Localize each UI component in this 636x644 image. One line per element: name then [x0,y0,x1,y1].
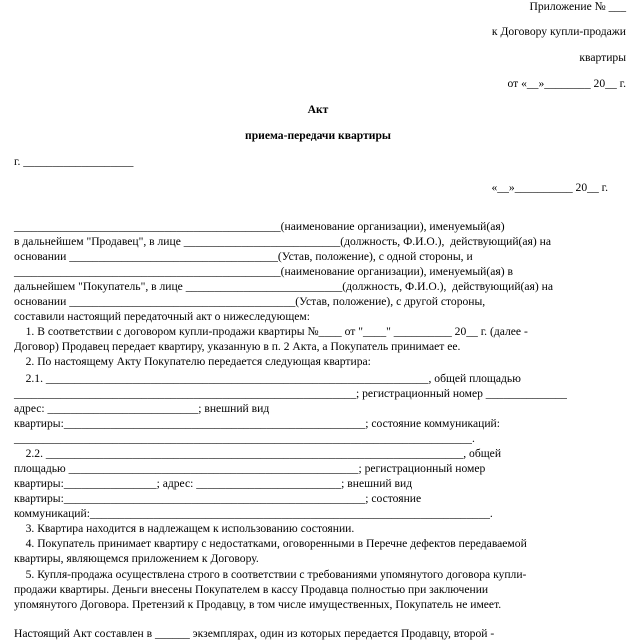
body-line: _______________________________________________________________________________. [14,432,475,445]
body-line: дальнейшем "Покупатель", в лице ___________________________(должность, Ф.И.О.), действующий(ая) на [14,280,553,293]
body-line: Договор) Продавец передает квартиру, указанную в п. 2 Акта, а Покупатель принимает ее. [14,340,461,353]
contract-reference: к Договору купли-продажи [491,25,626,38]
body-line: основании _______________________________________(Устав, положение), с другой стороны, [14,295,486,308]
contract-subject: квартиры [579,51,626,64]
body-line: 2. По настоящему Акту Покупателю передается следующая квартира: [14,355,371,368]
body-line: в дальнейшем "Продавец", в лице ___________________________(должность, Ф.И.О.), действующий(ая) на [14,235,552,248]
body-line: основании ____________________________________(Устав, положение), с одной стороны, и [14,250,473,263]
appendix-number: Приложение № ___ [529,0,626,13]
body-line: квартиры:____________________________________________________; состояние коммуникаций: [14,417,500,430]
body-line: квартиры:________________; адрес: _________________________; внешний вид [14,477,413,490]
body-line: ___________________________________________________________; регистрационный номер ______________ [14,387,567,400]
body-line: адрес: __________________________; внешний вид [14,402,270,415]
body-line: ______________________________________________(наименование организации), именуемый(ая) [14,220,505,233]
body-line: 1. В соответствии с договором купли-продажи квартиры №____ от "____" __________ 20__ г. (далее - [14,325,528,338]
contract-date: от «__»________ 20__ г. [507,77,626,90]
body-line: 5. Купля-продажа осуществлена строго в соответствии с требованиями упомянутого договора купли- [14,568,527,581]
body-line: Настоящий Акт составлен в ______ экземплярах, один из которых передается Продавцу, второй - [14,627,495,640]
body-line: 3. Квартира находится в надлежащем к использованию состоянии. [14,522,355,535]
body-line: 2.2. ________________________________________________________________________, общей [14,447,502,460]
body-line: продажи квартиры. Деньги внесены Покупателем в кассу Продавца полностью при заключении [14,583,489,596]
act-date-field: «__»__________ 20__ г. [491,181,608,194]
body-line: квартиры:____________________________________________________; состояние [14,492,422,505]
body-line: 4. Покупатель принимает квартиру с недостатками, оговоренными в Перечне дефектов передаваемой [14,537,527,550]
body-line: коммуникаций:_____________________________________________________________________. [14,507,493,520]
body-line: упомянутого Договора. Претензий к Продавцу, в том числе имущественных, Покупатель не имеет. [14,598,502,611]
body-line: 2.1. __________________________________________________________________, общей площадью [14,372,521,385]
body-line: площадью __________________________________________________; регистрационный номер [14,462,486,475]
body-line: квартиры, являющемся приложением к Договору. [14,552,259,565]
document-title: Акт [307,103,329,116]
document-subtitle: приема-передачи квартиры [245,129,391,142]
place-field: г. ___________________ [14,155,134,168]
body-line: ______________________________________________(наименование организации), именуемый(ая) в [14,265,513,278]
body-line: составили настоящий передаточный акт о нижеследующем: [14,310,310,323]
